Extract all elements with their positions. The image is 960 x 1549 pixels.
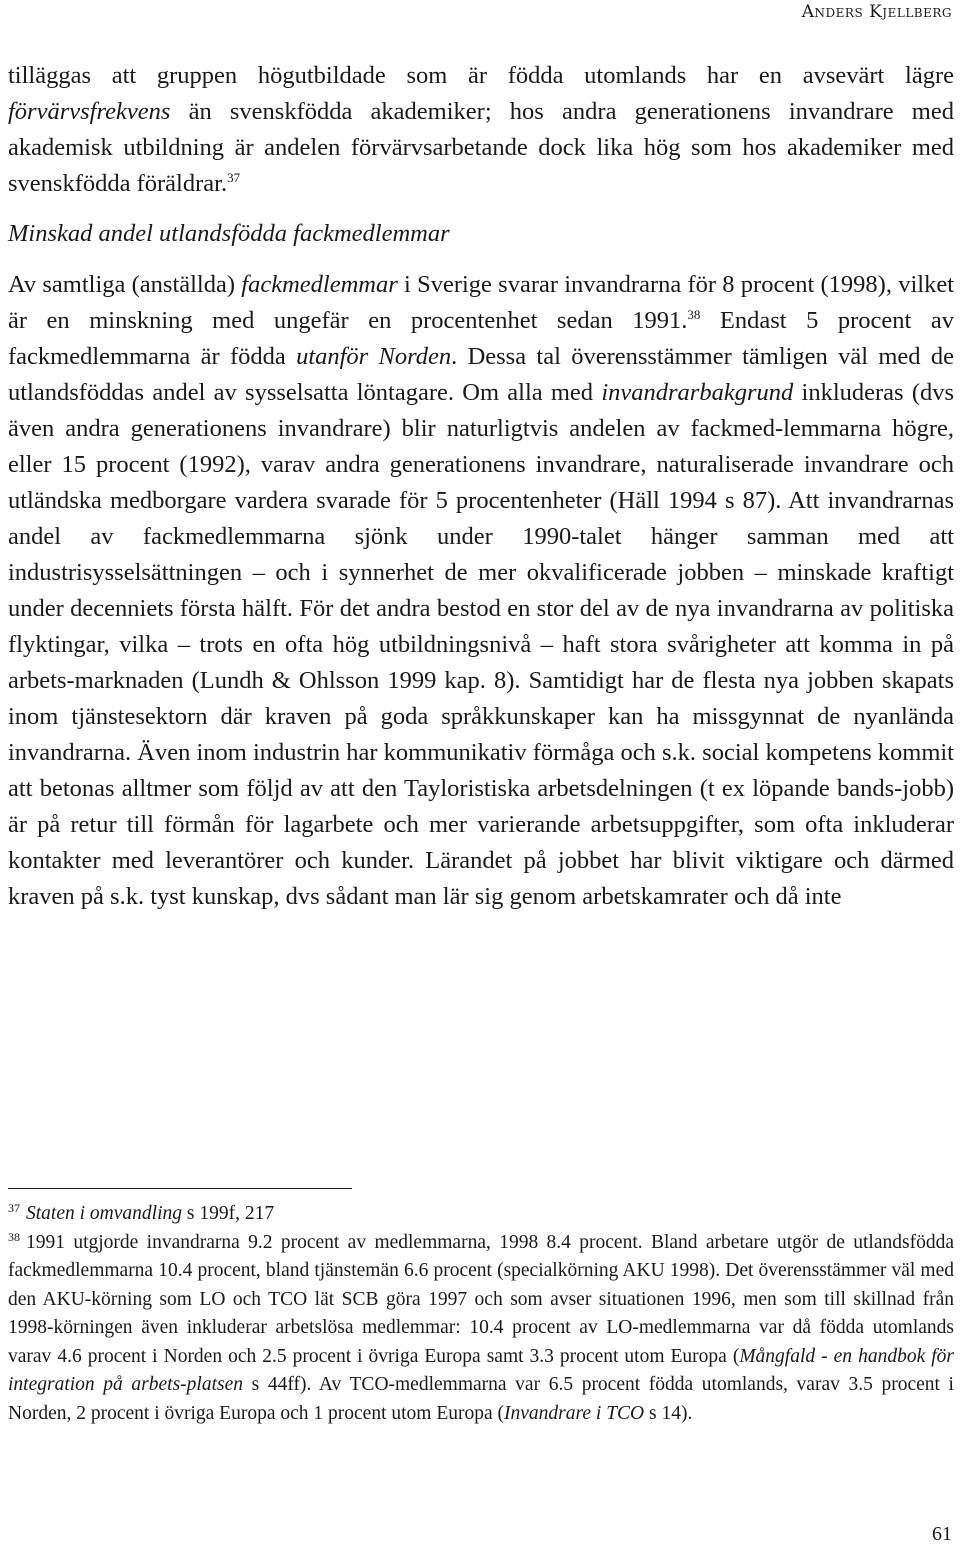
- text-span: inkluderas (dvs även andra generationens invandrare) blir naturligtvis andelen av fackmed-lemmarna högre, eller 15 procent (1992), varav andra generationens invandrare, naturaliserade invandrare och utländska medborgare vardera svarade för 5 procentenheter (Häll 1994 s 87). Att invandrarnas andel av fackmedlemmarna sjönk under 1990-talet hänger samman med att industrisysselsättningen – och i synnerhet de mer okvalificerade jobben – minskade kraftigt under decenniets första hälft. För det andra bestod en stor del av de nya invandrarna av politiska flyktingar, vilka – trots en ofta hög utbildningsnivå – haft stora svårigheter att komma in på arbets-marknaden (Lundh & Ohlsson 1999 kap. 8). Samtidigt har de flesta nya jobben skapats inom tjänstesektorn där kraven på goda språkkunskaper kan ha missgynnat de nyanlända invandrarna. Även inom industrin har kommunikativ förmåga och s.k. social kompetens kommit att betonas alltmer som följd av att den Tayloristiska arbetsdelningen (t ex löpande bands-jobb) är på retur till förmån för lagarbete och mer varierande arbetsuppgifter, som ofta inkluderar kontakter med leverantörer och kunder. Lärandet på jobbet har blivit viktigare och därmed kraven på s.k. tyst kunskap, dvs sådant man lär sig genom arbetskamrater och då inte: [8, 379, 955, 910]
- text-span: 1991 utgjorde invandrarna 9.2 procent av medlemmarna, 1998 8.4 procent. Bland arbetare utgör de utlandsfödda fackmedlemmarna 10.4 procent, bland tjänstemän 6.6 procent (specialkörning AKU 1998). Det överensstämmer väl med den AKU-körning som LO och TCO lät SCB göra 1997 och som avser situationen 1996, men som till skillnad från 1998-körningen även inkluderar arbetslösa medlemmar: 10.4 procent av LO-medlemmarna var då födda utomlands varav 4.6 procent i Norden och 2.5 procent i övriga Europa samt 3.3 procent utom Europa (: [8, 1231, 954, 1367]
- text-span: tilläggas att gruppen högutbildade som är födda utomlands har en avsevärt lägre: [8, 62, 954, 89]
- text-span: s 44ff). Av TCO-medlemmarna var 6.5 procent födda utomlands, varav 3.5 procent i Norden, 2 procent i övriga Europa och 1 procent utom Europa (: [8, 1374, 954, 1424]
- text-span: än svenskfödda akademiker; hos andra generationens invandrare med akademisk utbildning är andelen förvärvsarbetande dock lika hög som hos akademiker med svenskfödda föräldrar.: [8, 98, 954, 197]
- footnote-ref-37[interactable]: 37: [227, 170, 241, 185]
- emphasis-text: invandrarbakgrund: [601, 379, 794, 406]
- footnote-divider: [8, 1188, 352, 1189]
- section-heading: Minskad andel utlandsfödda fackmedlemmar: [8, 220, 450, 247]
- text-span: Av samtliga (anställda): [8, 271, 242, 298]
- emphasis-text: Invandrare i TCO: [504, 1402, 645, 1424]
- text-span: . Dessa tal överensstämmer tämligen väl med de utlandsföddas andel av sysselsatta löntagare. Om alla med: [8, 343, 954, 406]
- footnote-number: 38: [8, 1229, 20, 1244]
- footnote-37: [8, 1200, 954, 1229]
- paragraph-1: [8, 58, 954, 202]
- body-text: [8, 58, 954, 915]
- text-span: s 199f, 217: [181, 1203, 275, 1224]
- text-span: i Sverige svarar invandrarna för 8 procent (1998), vilket är en minskning med ungefär en procentenhet sedan 1991.: [8, 271, 955, 334]
- footnote-38: [8, 1229, 954, 1429]
- running-head: Anders Kjellberg: [801, 2, 952, 22]
- page-number: 61: [932, 1523, 952, 1545]
- footnote-ref-38[interactable]: 38: [687, 307, 701, 322]
- footnotes: [8, 1200, 954, 1428]
- emphasis-text: Staten i omvandling: [26, 1203, 182, 1224]
- text-span: Endast 5 procent av fackmedlemmarna är födda: [8, 307, 954, 370]
- footnote-number: 37: [8, 1201, 20, 1215]
- emphasis-text: utanför Norden: [296, 343, 452, 370]
- paragraph-2: [8, 267, 954, 915]
- emphasis-text: förvärvsfrekvens: [8, 98, 171, 125]
- text-span: s 14).: [644, 1402, 693, 1424]
- emphasis-text: fackmedlemmar: [241, 271, 398, 298]
- emphasis-text: Mångfald - en handbok för integration på arbets-platsen: [8, 1345, 954, 1395]
